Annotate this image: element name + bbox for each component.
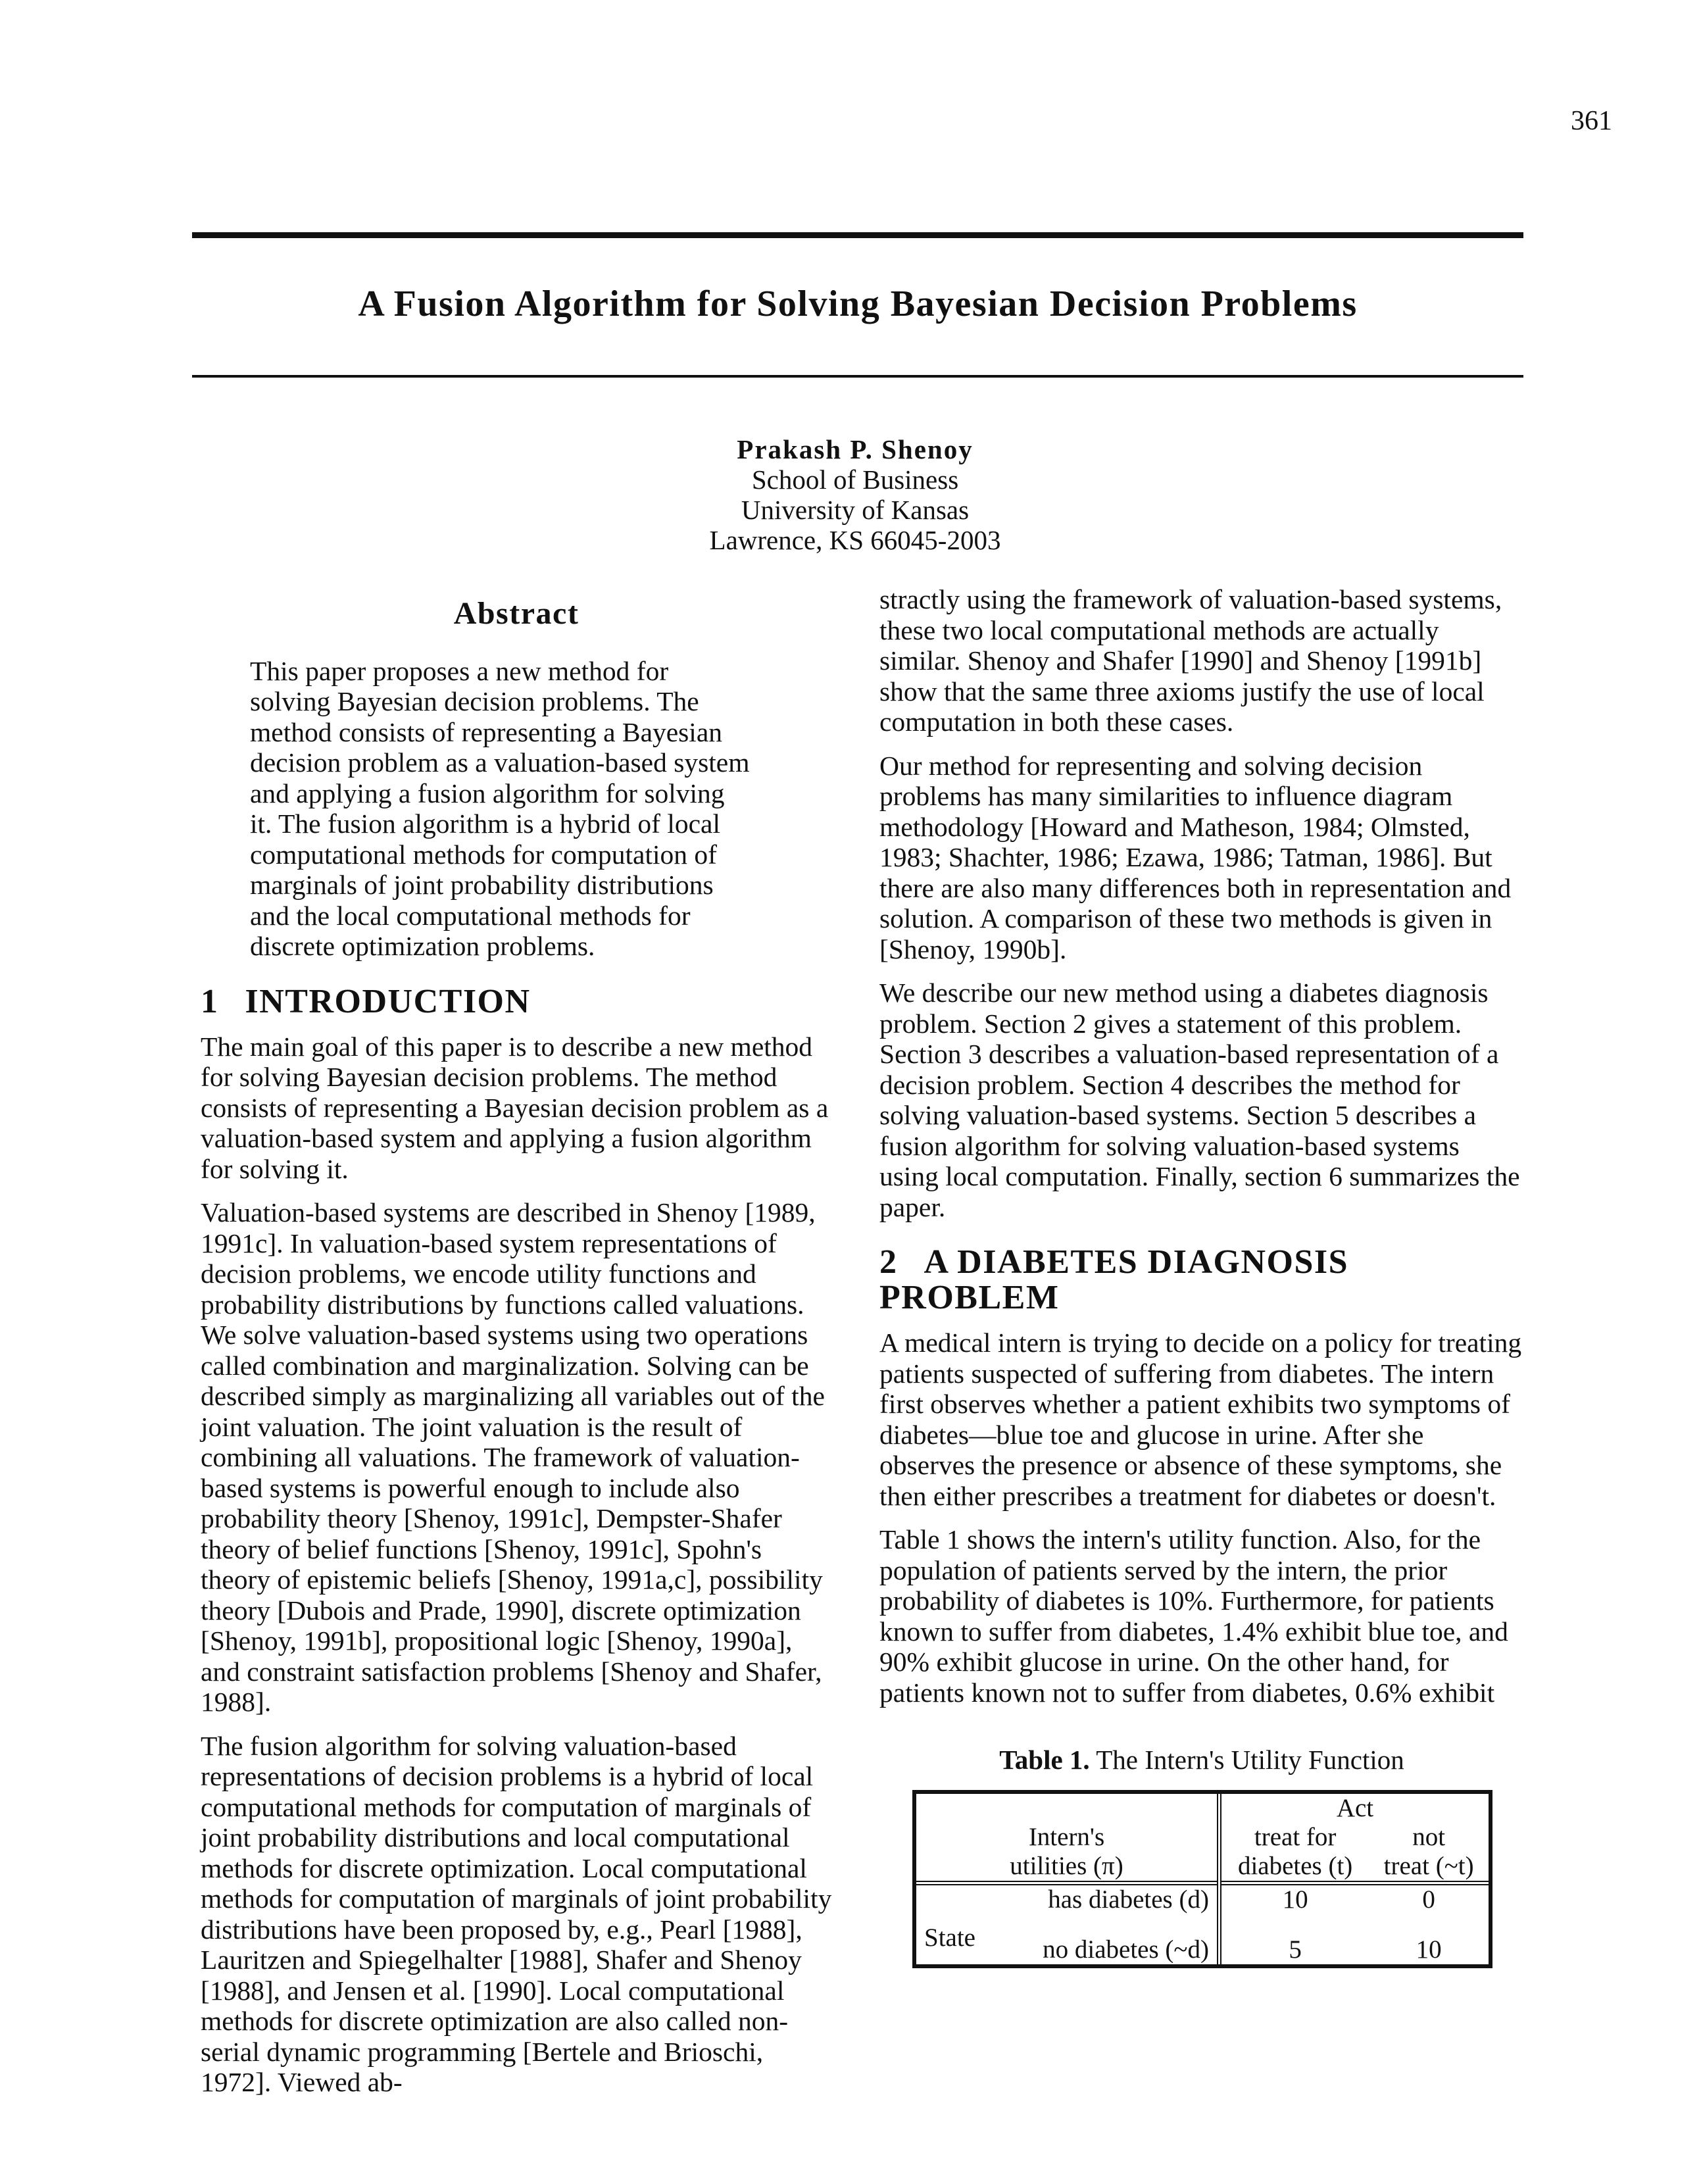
cell-has-diabetes-treat: 10 [1219,1883,1369,1925]
act-header: Act [1219,1794,1489,1823]
title-rule-bottom [192,375,1523,378]
row-header-line-1: Intern's [1028,1822,1105,1851]
col-header-not-treat [1369,1823,1489,1883]
table-row [916,1883,1489,1925]
state-label: State [916,1883,1011,1964]
author-affiliation: School of Business [751,464,959,495]
col-header-not-treat-line-2: treat (~t) [1383,1851,1474,1880]
section-2-title-line-2: PROBLEM [879,1279,1060,1316]
section-1-paragraph-4: stractly using the framework of valuation-based systems, these two local computational methods are actually similar. Shenoy and Shafer [1990] and Shenoy [1991b] show that the same three axioms justify the use of local computation in both these cases. [879,584,1502,737]
left-column [201,592,832,2111]
utility-table [916,1794,1489,1964]
title-rule-top [192,232,1523,238]
paper-title: A Fusion Algorithm for Solving Bayesian Decision Problems [358,284,1358,324]
table-header-blank [916,1794,1219,1823]
row-label-has-diabetes: has diabetes (d) [1011,1883,1219,1925]
section-2-paragraph-2: Table 1 shows the intern's utility function. Also, for the population of patients served by the intern, the prior probability of diabetes is 10%. Furthermore, for patients known to suffer from diabetes, 1.4% exhibit blue toe, and 90% exhibit glucose in urine. On the other hand, for patients known not to suffer from diabetes, 0.6% exhibit [879,1524,1508,1708]
table-1-caption [879,1745,1524,1775]
section-2-paragraph-1: A medical intern is trying to decide on a policy for treating patients suspected of suffering from diabetes. The intern first observes whether a patient exhibits two symptoms of diabetes—blue toe and glucose in urine. After she observes the presence or absence of these symptoms, she then either prescribes a treatment for diabetes or doesn't. [879,1328,1522,1511]
col-header-treat-line-2: diabetes (t) [1237,1851,1353,1880]
section-1-paragraph-2: Valuation-based systems are described in Shenoy [1989, 1991c]. In valuation-based system representations of decision problems, we encode utility functions and probability distributions by functions called valuations. We solve valuation-based systems using two operations called combination and marginalization. Solving can be described simply as marginalizing all variables out of the joint valuation. The joint valuation is the result of combining all valuations. The framework of valuation-based systems is powerful enough to include also probability theory [Shenoy, 1991c], Dempster-Shafer theory of belief functions [Shenoy, 1991c], Spohn's theory of epistemic beliefs [Shenoy, 1991a,c], possibility theory [Dubois and Prade, 1990], discrete optimization [Shenoy, 1991b], propositional logic [Shenoy, 1990a], and constraint satisfaction problems [Shenoy and Shafer, 1988]. [201,1197,825,1717]
col-header-treat [1219,1823,1369,1883]
row-label-no-diabetes: no diabetes (~d) [1043,1935,1209,1964]
cell-no-diabetes-treat: 5 [1219,1925,1369,1964]
author-name: Prakash P. Shenoy [737,434,974,464]
author-address: Lawrence, KS 66045-2003 [709,525,1001,555]
abstract-heading: Abstract [453,596,579,631]
section-1-paragraph-3: The fusion algorithm for solving valuation-based representations of decision problems is a hybrid of local computational methods for computation of marginals of joint probability distributions and local computational methods for discrete optimization. Local computational methods for computation of marginals of joint probability distributions have been proposed by, e.g., Pearl [1988], Lauritzen and Spiegelhalter [1988], Shafer and Shenoy [1988], and Jensen et al. [1990]. Local computational methods for discrete optimization are also called non-serial dynamic programming [Bertele and Brioschi, 1972]. Viewed ab- [201,1730,832,2097]
col-header-not-treat-line-1: not [1412,1822,1446,1851]
section-1-number: 1 [201,982,219,1020]
section-2-heading [879,1245,1524,1316]
page-number: 361 [1571,106,1612,136]
row-header-line-2: utilities (π) [1010,1851,1123,1880]
right-column [879,584,1524,1968]
section-1-paragraph-6: We describe our new method using a diabetes diagnosis problem. Section 2 gives a statement of this problem. Section 3 describes a valuation-based representation of a decision problem. Section 4 describes the method for solving valuation-based systems. Section 5 describes a fusion algorithm for solving valuation-based systems using local computation. Finally, section 6 summarizes the paper. [879,978,1520,1222]
section-2-number: 2 [879,1243,898,1281]
row-header-cell [916,1823,1219,1883]
table-1 [912,1790,1492,1968]
author-block [592,434,1118,555]
cell-no-diabetes-not-treat: 10 [1416,1935,1442,1964]
table-1-caption-label: Table 1. [999,1745,1090,1775]
col-header-treat-line-1: treat for [1254,1822,1337,1851]
section-1-paragraph-5: Our method for representing and solving decision problems has many similarities to influence diagram methodology [Howard and Matheson, 1984; Olmsted, 1983; Shachter, 1986; Ezawa, 1986; Tatman, 1986]. But there are also many differences both in representation and solution. A comparison of these two methods is given in [Shenoy, 1990b]. [879,750,1512,964]
table-1-caption-text: The Intern's Utility Function [1096,1745,1404,1775]
abstract-text: This paper proposes a new method for solving Bayesian decision problems. The method consists of representing a Bayesian decision problem as a valuation-based system and applying a fusion algorithm for solving it. The fusion algorithm is a hybrid of local computational methods for computation of marginals of joint probability distributions and the local computational methods for discrete optimization problems. [250,655,750,961]
cell-has-diabetes-not-treat: 0 [1369,1883,1489,1925]
section-1-paragraph-1: The main goal of this paper is to describe a new method for solving Bayesian decision problems. The method consists of representing a Bayesian decision problem as a valuation-based system and applying a fusion algorithm for solving it. [201,1031,829,1184]
section-1-heading [201,984,832,1020]
author-university: University of Kansas [741,495,970,525]
section-1-title: INTRODUCTION [245,982,531,1020]
section-2-title-line-1: A DIABETES DIAGNOSIS [924,1243,1349,1281]
